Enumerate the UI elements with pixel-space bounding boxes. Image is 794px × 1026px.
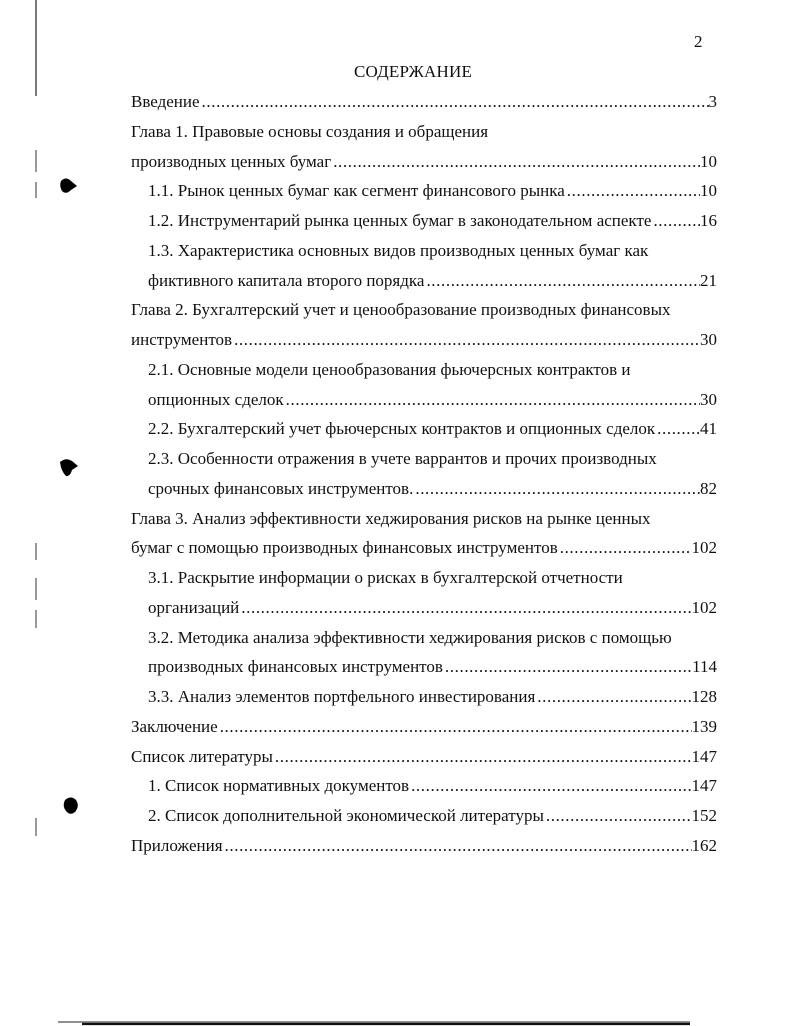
toc-entry-text: 1. Список нормативных документов [148, 776, 410, 796]
toc-entry [131, 831, 717, 861]
dot-leader [657, 414, 700, 444]
dot-leader [445, 652, 692, 682]
toc-page-number: 16 [700, 211, 717, 230]
dot-leader [546, 801, 692, 831]
toc-entry-text: Глава 3. Анализ эффективности хеджирования рисков на рынке ценных [131, 508, 651, 528]
toc-entry [131, 385, 717, 415]
toc-entry-text: Глава 2. Бухгалтерский учет и ценообразование производных финансовых [131, 300, 671, 320]
dot-leader [275, 742, 692, 772]
toc-entry [131, 236, 717, 266]
toc-page-number: 21 [700, 270, 717, 290]
toc-entry-text: 2.1. Основные модели ценообразования фьючерсных контрактов и [148, 359, 631, 379]
toc-entry-text: 3.1. Раскрытие информации о рисках в бухгалтерской отчетности [148, 568, 623, 587]
page-title: СОДЕРЖАНИЕ [353, 62, 473, 81]
punch-hole-mark [60, 459, 78, 476]
toc-page-number: 41 [700, 419, 717, 439]
punch-hole-mark [60, 179, 77, 193]
toc-page-number: 139 [691, 716, 717, 736]
toc-page-number: 10 [700, 181, 717, 201]
toc-entry-text: Список литературы [131, 746, 273, 766]
toc-entry [131, 533, 717, 563]
toc-entry [131, 206, 717, 236]
toc-page-number: 3 [708, 92, 717, 111]
toc-entry-text: бумаг с помощью производных финансовых инструментов [131, 538, 558, 558]
toc-entry-text: фиктивного капитала второго порядка [148, 270, 425, 290]
page-number: 2 [694, 32, 703, 51]
dot-leader [426, 266, 700, 296]
toc-entry [131, 682, 717, 712]
toc-entry [131, 742, 717, 772]
toc-page-number: 162 [691, 835, 717, 855]
toc-entry-text: 3.3. Анализ элементов портфельного инвестирования [148, 687, 536, 706]
toc-entry-text: 3.2. Методика анализа эффективности хеджирования рисков с помощью [148, 627, 672, 647]
toc-entry-text: организаций [148, 597, 240, 617]
toc-page-number: 82 [700, 478, 717, 498]
toc-page-number: 147 [691, 776, 717, 796]
toc-page-number: 10 [700, 151, 717, 171]
toc-entry [131, 771, 717, 801]
toc-page-number: 102 [691, 597, 717, 617]
toc-entry [131, 712, 717, 742]
toc-entry-text: 1.1. Рынок ценных бумаг как сегмент финансового рынка [148, 181, 565, 201]
dot-leader [241, 593, 691, 623]
dot-leader [415, 474, 700, 504]
toc-entry-text: опционных сделок [148, 389, 284, 409]
toc-entry [131, 504, 717, 534]
toc-entry-text: 1.3. Характеристика основных видов производных ценных бумаг как [148, 240, 649, 260]
toc-entry-text: Глава 1. Правовые основы создания и обращения [131, 121, 489, 141]
toc-entry [131, 147, 717, 177]
toc-page-number: 128 [691, 687, 717, 706]
toc-entry [131, 266, 717, 296]
toc-page-number: 30 [700, 389, 717, 409]
toc-entry-text: инструментов [131, 330, 233, 349]
toc-entry [131, 593, 717, 623]
toc-entry-text: срочных финансовых инструментов. [148, 478, 414, 498]
toc-page-number: 102 [691, 538, 717, 558]
punch-hole-mark [64, 798, 78, 814]
toc-page-number: 147 [691, 746, 717, 766]
toc-page-number: 30 [700, 330, 717, 349]
toc-entry [131, 295, 717, 325]
toc-entry-text: 2. Список дополнительной экономической литературы [148, 806, 544, 825]
dot-leader [560, 533, 692, 563]
dot-leader [567, 176, 700, 206]
toc-entry-text: Заключение [131, 716, 218, 736]
dot-leader [202, 87, 709, 117]
dot-leader [411, 771, 691, 801]
dot-leader [225, 831, 692, 861]
toc-entry [131, 474, 717, 504]
dot-leader [286, 385, 700, 415]
toc-page-number: 152 [691, 806, 717, 825]
toc-page-number: 114 [692, 657, 717, 677]
toc-entry-text: производных финансовых инструментов [148, 657, 443, 677]
toc-entry [131, 117, 717, 147]
dot-leader [653, 206, 700, 236]
toc-entry-text: Введение [131, 92, 200, 111]
toc-entry-text: Приложения [131, 835, 223, 855]
toc-entry [131, 801, 717, 831]
toc-entry [131, 87, 717, 117]
toc-entry [131, 444, 717, 474]
toc-entry [131, 563, 717, 593]
toc-entry [131, 652, 717, 682]
toc-entry-text: производных ценных бумаг [131, 151, 332, 171]
toc-entry [131, 176, 717, 206]
dot-leader [537, 682, 691, 712]
toc-entry-text: 1.2. Инструментарий рынка ценных бумаг в законодательном аспекте [148, 211, 652, 230]
toc-entry [131, 623, 717, 653]
toc-entry [131, 414, 717, 444]
table-of-contents [131, 87, 717, 861]
toc-entry [131, 355, 717, 385]
dot-leader [234, 325, 700, 355]
toc-entry-text: 2.3. Особенности отражения в учете варрантов и прочих производных [148, 449, 657, 468]
dot-leader [220, 712, 692, 742]
dot-leader [333, 147, 700, 177]
toc-entry [131, 325, 717, 355]
toc-entry-text: 2.2. Бухгалтерский учет фьючерсных контрактов и опционных сделок [148, 419, 656, 439]
